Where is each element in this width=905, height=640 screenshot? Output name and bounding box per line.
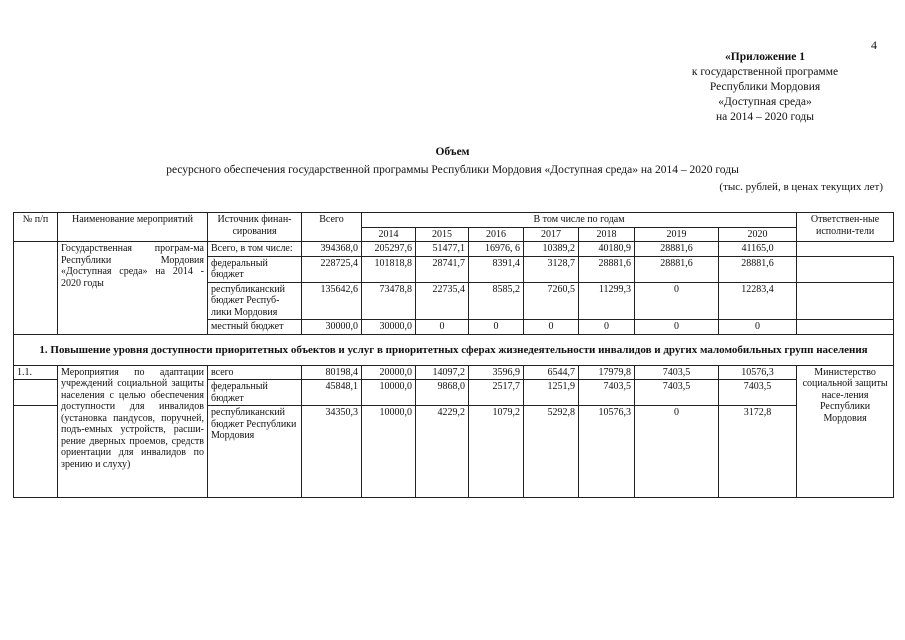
year-cell: 5292,8 bbox=[524, 406, 579, 498]
year-cell: 7403,5 bbox=[719, 380, 797, 406]
source-cell: республиканский бюджет Республики Мордовия bbox=[208, 406, 302, 498]
item-responsible: Министерство социальной защиты насе-ления Республики Мордовия bbox=[797, 365, 894, 498]
year-cell: 10389,2 bbox=[524, 242, 579, 257]
year-cell: 1079,2 bbox=[469, 406, 524, 498]
year-cell: 28881,6 bbox=[719, 256, 797, 282]
year-cell: 1251,9 bbox=[524, 380, 579, 406]
total-cell: 45848,1 bbox=[302, 380, 362, 406]
header-year: 2019 bbox=[635, 227, 719, 242]
year-cell: 0 bbox=[579, 320, 635, 335]
total-cell: 228725,4 bbox=[302, 256, 362, 282]
header-total: Всего bbox=[302, 213, 362, 242]
header-by-years: В том числе по годам bbox=[362, 213, 797, 228]
appendix-block bbox=[640, 50, 890, 125]
item-num: 1.1. bbox=[14, 365, 58, 380]
heading-title: Объем bbox=[435, 146, 470, 158]
responsible-cell bbox=[797, 256, 894, 282]
total-cell: 135642,6 bbox=[302, 282, 362, 320]
year-cell: 16976, 6 bbox=[469, 242, 524, 257]
heading-subtitle: ресурсного обеспечения государственной программы Республики Мордовия «Доступная среда» на 2014 – 2020 годы bbox=[166, 164, 739, 176]
year-cell: 7403,5 bbox=[635, 380, 719, 406]
item-num-cell bbox=[14, 380, 58, 406]
units-note: (тыс. рублей, в ценах текущих лет) bbox=[719, 181, 883, 193]
year-cell: 8391,4 bbox=[469, 256, 524, 282]
year-cell: 10000,0 bbox=[362, 406, 416, 498]
source-cell: всего bbox=[208, 365, 302, 380]
year-cell: 10576,3 bbox=[719, 365, 797, 380]
header-responsible: Ответствен-ные исполни-тели bbox=[797, 213, 894, 242]
source-cell: местный бюджет bbox=[208, 320, 302, 335]
header-year: 2015 bbox=[416, 227, 469, 242]
year-cell: 7403,5 bbox=[635, 365, 719, 380]
header-year: 2017 bbox=[524, 227, 579, 242]
year-cell: 12283,4 bbox=[719, 282, 797, 320]
total-cell: 34350,3 bbox=[302, 406, 362, 498]
year-cell: 0 bbox=[635, 282, 719, 320]
section-1-title: 1. Повышение уровня доступности приоритетных объектов и услуг в приоритетных сферах жизнедеятельности инвалидов и других маломобильных групп населения bbox=[14, 334, 894, 365]
appendix-line: «Доступная среда» bbox=[718, 96, 812, 108]
table-row bbox=[14, 365, 894, 380]
source-cell: республиканский бюджет Респуб-лики Мордовия bbox=[208, 282, 302, 320]
header-name: Наименование мероприятий bbox=[58, 213, 208, 242]
year-cell: 40180,9 bbox=[579, 242, 635, 257]
year-cell: 0 bbox=[416, 320, 469, 335]
year-cell: 7403,5 bbox=[579, 380, 635, 406]
year-cell: 11299,3 bbox=[579, 282, 635, 320]
year-cell: 3596,9 bbox=[469, 365, 524, 380]
page-number: 4 bbox=[871, 38, 877, 52]
table-row bbox=[14, 242, 894, 257]
program-name: Государственная програм-ма Республики Мордовия «Доступная среда» на 2014 - 2020 годы bbox=[58, 242, 208, 335]
program-num-cell bbox=[14, 242, 58, 335]
year-cell: 2517,7 bbox=[469, 380, 524, 406]
responsible-cell bbox=[797, 282, 894, 320]
source-cell: Всего, в том числе: bbox=[208, 242, 302, 257]
year-cell: 28881,6 bbox=[635, 242, 719, 257]
header-source: Источник финан-сирования bbox=[208, 213, 302, 242]
year-cell: 41165,0 bbox=[719, 242, 797, 257]
year-cell: 4229,2 bbox=[416, 406, 469, 498]
year-cell: 0 bbox=[719, 320, 797, 335]
year-cell: 3128,7 bbox=[524, 256, 579, 282]
year-cell: 6544,7 bbox=[524, 365, 579, 380]
year-cell: 20000,0 bbox=[362, 365, 416, 380]
year-cell: 205297,6 bbox=[362, 242, 416, 257]
item-name: Мероприятия по адаптации учреждений социальной защиты населения с целью обеспечения доступности для инвалидов (установка пандусов, поручней, подъ-емных устройств, расши-рение дверных проемов, средств ориентации для инвалидов по зрению и слуху) bbox=[58, 365, 208, 498]
year-cell: 30000,0 bbox=[362, 320, 416, 335]
year-cell: 3172,8 bbox=[719, 406, 797, 498]
year-cell: 51477,1 bbox=[416, 242, 469, 257]
item-num-cell bbox=[14, 406, 58, 498]
year-cell: 0 bbox=[469, 320, 524, 335]
year-cell: 0 bbox=[635, 406, 719, 498]
appendix-line: к государственной программе bbox=[691, 66, 839, 78]
resource-table bbox=[13, 212, 894, 498]
header-year: 2020 bbox=[719, 227, 797, 242]
section-title-row bbox=[14, 334, 894, 365]
header-num: № п/п bbox=[14, 213, 58, 242]
source-cell: федеральный бюджет bbox=[208, 380, 302, 406]
document-heading bbox=[0, 143, 905, 179]
responsible-cell bbox=[797, 320, 894, 335]
appendix-title: «Приложение 1 bbox=[725, 51, 805, 63]
year-cell: 28741,7 bbox=[416, 256, 469, 282]
year-cell: 14097,2 bbox=[416, 365, 469, 380]
year-cell: 8585,2 bbox=[469, 282, 524, 320]
appendix-line: Республики Мордовия bbox=[709, 81, 821, 93]
year-cell: 9868,0 bbox=[416, 380, 469, 406]
year-cell: 17979,8 bbox=[579, 365, 635, 380]
year-cell: 73478,8 bbox=[362, 282, 416, 320]
total-cell: 80198,4 bbox=[302, 365, 362, 380]
year-cell: 28881,6 bbox=[579, 256, 635, 282]
header-year: 2016 bbox=[469, 227, 524, 242]
total-cell: 394368,0 bbox=[302, 242, 362, 257]
year-cell: 10000,0 bbox=[362, 380, 416, 406]
total-cell: 30000,0 bbox=[302, 320, 362, 335]
source-cell: федеральный бюджет bbox=[208, 256, 302, 282]
header-year: 2014 bbox=[362, 227, 416, 242]
header-year: 2018 bbox=[579, 227, 635, 242]
year-cell: 10576,3 bbox=[579, 406, 635, 498]
year-cell: 0 bbox=[635, 320, 719, 335]
year-cell: 22735,4 bbox=[416, 282, 469, 320]
year-cell: 101818,8 bbox=[362, 256, 416, 282]
year-cell: 28881,6 bbox=[635, 256, 719, 282]
year-cell: 7260,5 bbox=[524, 282, 579, 320]
table-header-row bbox=[14, 213, 894, 228]
year-cell: 0 bbox=[524, 320, 579, 335]
appendix-line: на 2014 – 2020 годы bbox=[716, 111, 814, 123]
